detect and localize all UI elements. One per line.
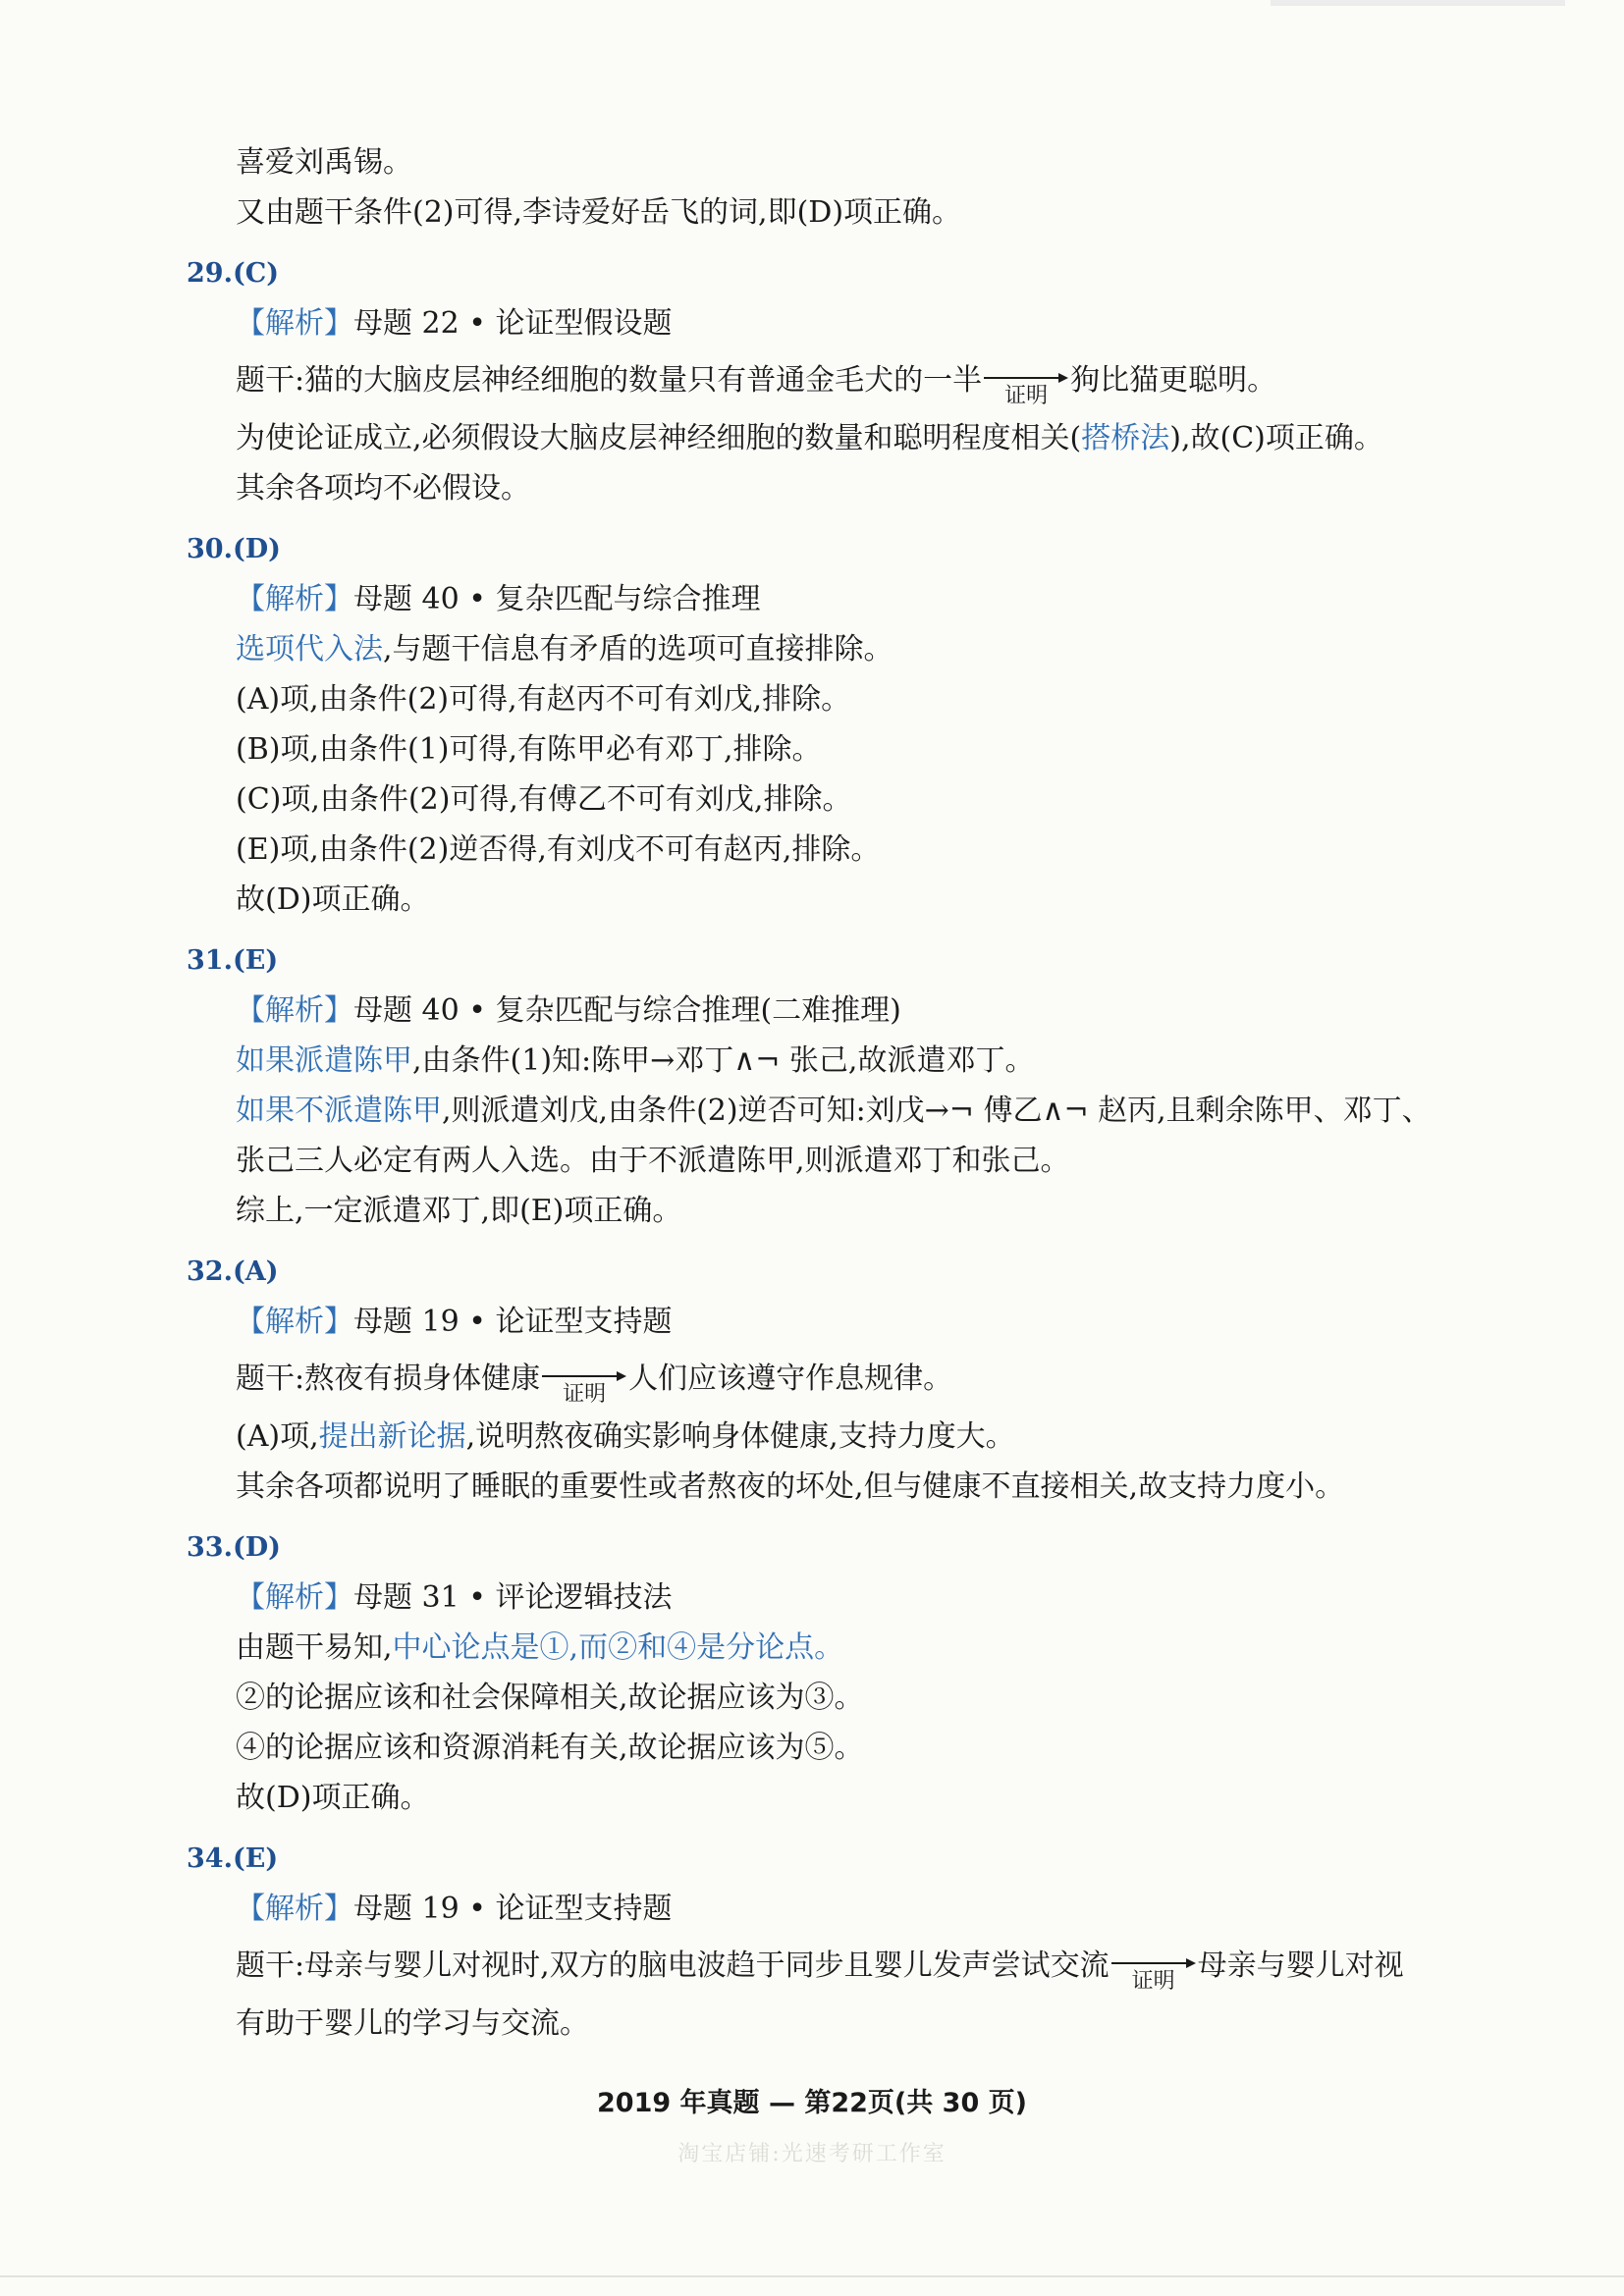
analysis-tag: 【解析】 [236, 1580, 353, 1615]
scan-bottom-edge [0, 2275, 1624, 2277]
text-line: 又由题干条件(2)可得,李诗爱好岳飞的词,即(D)项正确。 [236, 195, 962, 230]
method-highlight: 提出新论据 [318, 1419, 466, 1454]
analysis-type: 母题 31 • 评论逻辑技法 [353, 1580, 673, 1615]
argument-stem [236, 348, 1512, 413]
text-line: ②的论据应该和社会保障相关,故论据应该为③。 [236, 1681, 864, 1715]
question-number-34: 34.(E) [187, 1843, 279, 1874]
text-line [236, 1086, 1512, 1136]
method-highlight: 选项代入法 [236, 632, 383, 667]
proof-arrow [984, 362, 1068, 408]
question-number-33: 33.(D) [187, 1532, 281, 1563]
text-line: ④的论据应该和资源消耗有关,故论据应该为⑤。 [236, 1731, 864, 1765]
case-highlight: 如果派遣陈甲 [236, 1043, 412, 1078]
text-segment: ),故(C)项正确。 [1169, 421, 1383, 455]
argument-stem [236, 1347, 1512, 1412]
text-line: 故(D)项正确。 [236, 1781, 430, 1815]
stem-premise: 题干:猫的大脑皮层神经细胞的数量只有普通金毛犬的一半 [236, 363, 983, 398]
question-number-30: 30.(D) [187, 534, 281, 564]
question-number-29: 29.(C) [187, 258, 280, 289]
text-segment: ,由条件(1)知:陈甲→邓丁∧¬ 张己,故派遣邓丁。 [412, 1043, 1035, 1078]
proof-label: 证明 [1004, 384, 1049, 408]
text-segment: 由题干易知, [236, 1630, 393, 1665]
stem-premise: 题干:熬夜有损身体健康 [236, 1362, 541, 1396]
point-highlight: 中心论点是①,而②和④是分论点。 [392, 1630, 844, 1665]
arrow-icon [542, 1370, 626, 1382]
text-segment: (A)项, [236, 1419, 319, 1454]
text-line [236, 1412, 1512, 1462]
text-line: 其余各项均不必假设。 [236, 471, 530, 506]
text-line: (B)项,由条件(1)可得,有陈甲必有邓丁,排除。 [236, 732, 822, 767]
text-line: 故(D)项正确。 [236, 882, 430, 917]
analysis-type: 母题 40 • 复杂匹配与综合推理(二难推理) [353, 993, 901, 1028]
question-number-32: 32.(A) [187, 1256, 279, 1287]
text-line: 张己三人必定有两人入选。由于不派遣陈甲,则派遣邓丁和张己。 [236, 1144, 1070, 1178]
text-line: 其余各项都说明了睡眠的重要性或者熬夜的坏处,但与健康不直接相关,故支持力度小。 [236, 1469, 1345, 1504]
text-line [236, 1036, 1512, 1086]
stem-premise: 题干:母亲与婴儿对视时,双方的脑电波趋于同步且婴儿发声尝试交流 [236, 1949, 1110, 1983]
analysis-tag: 【解析】 [236, 993, 353, 1028]
proof-arrow [542, 1361, 626, 1407]
proof-label: 证明 [563, 1382, 607, 1407]
stem-conclusion: 母亲与婴儿对视 [1197, 1949, 1404, 1983]
arrow-icon [984, 372, 1068, 384]
arrow-icon [1111, 1957, 1196, 1969]
analysis-type: 母题 19 • 论证型支持题 [353, 1305, 673, 1339]
analysis-type: 母题 22 • 论证型假设题 [353, 306, 673, 341]
question-number-31: 31.(E) [187, 945, 279, 976]
argument-stem [236, 1934, 1512, 1999]
method-highlight: 搭桥法 [1081, 421, 1170, 455]
analysis-type: 母题 40 • 复杂匹配与综合推理 [353, 582, 761, 616]
text-segment: ,则派遣刘戊,由条件(2)逆否可知:刘戊→¬ 傅乙∧¬ 赵丙,且剩余陈甲、邓丁、 [442, 1094, 1432, 1128]
watermark: 淘宝店铺:光速考研工作室 [677, 2142, 947, 2166]
stem-conclusion: 人们应该遵守作息规律。 [628, 1362, 953, 1396]
text-segment: ,与题干信息有矛盾的选项可直接排除。 [383, 632, 893, 667]
analysis-tag: 【解析】 [236, 582, 353, 616]
text-line: (A)项,由条件(2)可得,有赵丙不可有刘戊,排除。 [236, 682, 851, 717]
case-highlight: 如果不派遣陈甲 [236, 1094, 442, 1128]
text-line [236, 1623, 1512, 1673]
analysis-heading [236, 1573, 1512, 1623]
text-line: 有助于婴儿的学习与交流。 [236, 2006, 589, 2041]
analysis-tag: 【解析】 [236, 1305, 353, 1339]
proof-label: 证明 [1131, 1969, 1175, 1994]
analysis-heading [236, 1297, 1512, 1347]
analysis-heading [236, 1884, 1512, 1934]
text-line: 喜爱刘禹锡。 [236, 145, 412, 180]
scan-edge-mark [1271, 0, 1565, 6]
analysis-tag: 【解析】 [236, 306, 353, 341]
text-line: 综上,一定派遣邓丁,即(E)项正确。 [236, 1194, 682, 1228]
text-line [236, 413, 1512, 463]
analysis-heading [236, 574, 1512, 624]
page-content [187, 137, 1512, 2049]
text-line [236, 624, 1512, 674]
stem-conclusion: 狗比猫更聪明。 [1070, 363, 1277, 398]
analysis-type: 母题 19 • 论证型支持题 [353, 1892, 673, 1926]
text-segment: 为使论证成立,必须假设大脑皮层神经细胞的数量和聪明程度相关( [236, 421, 1082, 455]
analysis-heading [236, 298, 1512, 348]
analysis-heading [236, 986, 1512, 1036]
text-line: (E)项,由条件(2)逆否得,有刘戊不可有赵丙,排除。 [236, 832, 881, 867]
text-segment: ,说明熬夜确实影响身体健康,支持力度大。 [465, 1419, 1015, 1454]
proof-arrow [1111, 1948, 1196, 1994]
page-footer: 2019 年真题 — 第22页(共 30 页) [597, 2088, 1027, 2118]
text-line: (C)项,由条件(2)可得,有傅乙不可有刘戊,排除。 [236, 782, 852, 817]
analysis-tag: 【解析】 [236, 1892, 353, 1926]
